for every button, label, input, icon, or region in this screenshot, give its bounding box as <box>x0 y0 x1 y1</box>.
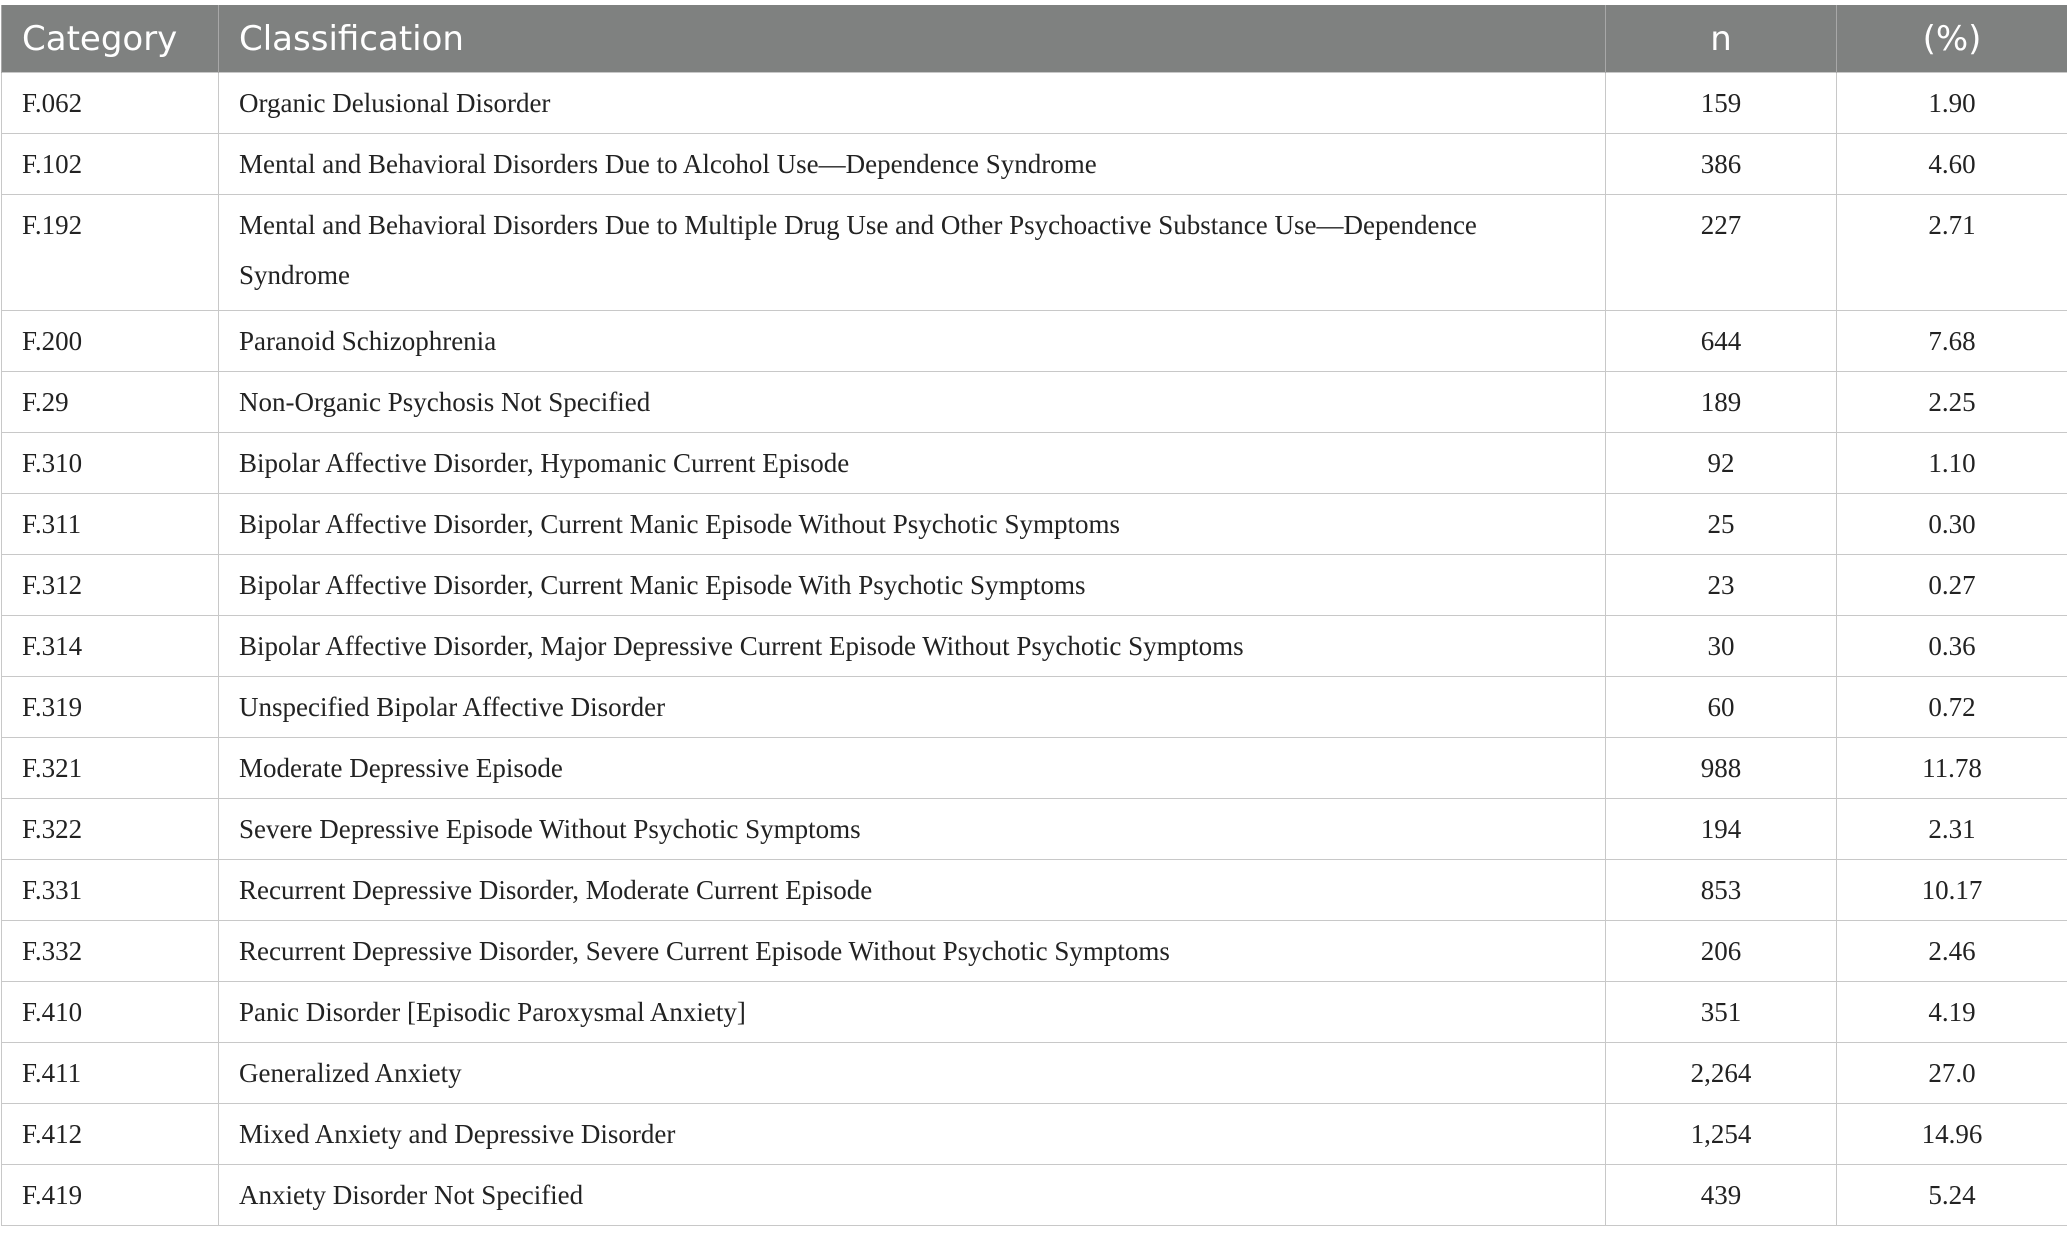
table-row <box>2 494 2067 555</box>
cell-category: F.411 <box>2 1043 219 1104</box>
table-row <box>2 73 2067 134</box>
cell-category: F.410 <box>2 982 219 1043</box>
cell-percent: 10.17 <box>1837 860 2067 921</box>
cell-classification: Mental and Behavioral Disorders Due to Multiple Drug Use and Other Psychoactive Substance Use—Dependence Syndrome <box>219 195 1606 311</box>
cell-category: F.062 <box>2 73 219 134</box>
cell-category: F.321 <box>2 738 219 799</box>
cell-n: 386 <box>1606 134 1837 195</box>
cell-percent: 2.25 <box>1837 372 2067 433</box>
cell-classification: Recurrent Depressive Disorder, Moderate Current Episode <box>219 860 1606 921</box>
cell-percent: 2.31 <box>1837 799 2067 860</box>
cell-classification: Paranoid Schizophrenia <box>219 311 1606 372</box>
table-row <box>2 982 2067 1043</box>
cell-n: 159 <box>1606 73 1837 134</box>
cell-n: 439 <box>1606 1165 1837 1226</box>
table-row <box>2 555 2067 616</box>
cell-classification: Mental and Behavioral Disorders Due to Alcohol Use—Dependence Syndrome <box>219 134 1606 195</box>
cell-classification: Non-Organic Psychosis Not Specified <box>219 372 1606 433</box>
cell-classification: Organic Delusional Disorder <box>219 73 1606 134</box>
cell-classification: Panic Disorder [Episodic Paroxysmal Anxiety] <box>219 982 1606 1043</box>
cell-percent: 2.71 <box>1837 195 2067 311</box>
table-row <box>2 921 2067 982</box>
cell-classification: Bipolar Affective Disorder, Current Manic Episode With Psychotic Symptoms <box>219 555 1606 616</box>
table-row <box>2 799 2067 860</box>
header-classification: Classification <box>219 5 1606 73</box>
cell-category: F.192 <box>2 195 219 311</box>
cell-percent: 4.19 <box>1837 982 2067 1043</box>
table-row <box>2 738 2067 799</box>
cell-n: 30 <box>1606 616 1837 677</box>
cell-n: 194 <box>1606 799 1837 860</box>
cell-n: 1,254 <box>1606 1104 1837 1165</box>
cell-classification: Unspecified Bipolar Affective Disorder <box>219 677 1606 738</box>
header-percent: (%) <box>1837 5 2067 73</box>
table-row <box>2 860 2067 921</box>
cell-classification: Bipolar Affective Disorder, Hypomanic Current Episode <box>219 433 1606 494</box>
cell-classification: Generalized Anxiety <box>219 1043 1606 1104</box>
table-row <box>2 1043 2067 1104</box>
table-row <box>2 134 2067 195</box>
cell-percent: 2.46 <box>1837 921 2067 982</box>
cell-classification: Severe Depressive Episode Without Psychotic Symptoms <box>219 799 1606 860</box>
cell-category: F.29 <box>2 372 219 433</box>
table-row <box>2 1104 2067 1165</box>
cell-n: 853 <box>1606 860 1837 921</box>
header-n: n <box>1606 5 1837 73</box>
cell-category: F.314 <box>2 616 219 677</box>
table-row <box>2 433 2067 494</box>
cell-percent: 0.30 <box>1837 494 2067 555</box>
cell-percent: 0.36 <box>1837 616 2067 677</box>
cell-classification: Bipolar Affective Disorder, Major Depressive Current Episode Without Psychotic Symptoms <box>219 616 1606 677</box>
cell-percent: 4.60 <box>1837 134 2067 195</box>
cell-n: 189 <box>1606 372 1837 433</box>
cell-n: 206 <box>1606 921 1837 982</box>
cell-category: F.331 <box>2 860 219 921</box>
table-row <box>2 616 2067 677</box>
cell-classification: Recurrent Depressive Disorder, Severe Current Episode Without Psychotic Symptoms <box>219 921 1606 982</box>
table-row <box>2 195 2067 311</box>
cell-classification: Anxiety Disorder Not Specified <box>219 1165 1606 1226</box>
cell-category: F.319 <box>2 677 219 738</box>
diagnosis-table <box>1 5 2067 1226</box>
cell-n: 988 <box>1606 738 1837 799</box>
cell-n: 23 <box>1606 555 1837 616</box>
cell-percent: 27.0 <box>1837 1043 2067 1104</box>
cell-classification: Mixed Anxiety and Depressive Disorder <box>219 1104 1606 1165</box>
cell-category: F.322 <box>2 799 219 860</box>
table-row <box>2 1165 2067 1226</box>
cell-category: F.312 <box>2 555 219 616</box>
cell-n: 2,264 <box>1606 1043 1837 1104</box>
header-row <box>2 5 2067 73</box>
cell-n: 92 <box>1606 433 1837 494</box>
cell-n: 351 <box>1606 982 1837 1043</box>
table-row <box>2 677 2067 738</box>
cell-classification: Bipolar Affective Disorder, Current Manic Episode Without Psychotic Symptoms <box>219 494 1606 555</box>
cell-percent: 7.68 <box>1837 311 2067 372</box>
cell-classification: Moderate Depressive Episode <box>219 738 1606 799</box>
cell-n: 644 <box>1606 311 1837 372</box>
cell-percent: 0.72 <box>1837 677 2067 738</box>
cell-category: F.419 <box>2 1165 219 1226</box>
header-category: Category <box>2 5 219 73</box>
cell-percent: 14.96 <box>1837 1104 2067 1165</box>
cell-category: F.310 <box>2 433 219 494</box>
cell-n: 227 <box>1606 195 1837 311</box>
cell-percent: 1.10 <box>1837 433 2067 494</box>
cell-percent: 1.90 <box>1837 73 2067 134</box>
cell-category: F.412 <box>2 1104 219 1165</box>
cell-percent: 11.78 <box>1837 738 2067 799</box>
table-header <box>2 5 2067 73</box>
cell-percent: 0.27 <box>1837 555 2067 616</box>
cell-category: F.332 <box>2 921 219 982</box>
table-body <box>2 73 2067 1226</box>
table-row <box>2 311 2067 372</box>
cell-n: 60 <box>1606 677 1837 738</box>
table-row <box>2 372 2067 433</box>
cell-category: F.200 <box>2 311 219 372</box>
diagnosis-table-container <box>1 5 2067 1226</box>
cell-n: 25 <box>1606 494 1837 555</box>
cell-category: F.311 <box>2 494 219 555</box>
cell-category: F.102 <box>2 134 219 195</box>
cell-percent: 5.24 <box>1837 1165 2067 1226</box>
